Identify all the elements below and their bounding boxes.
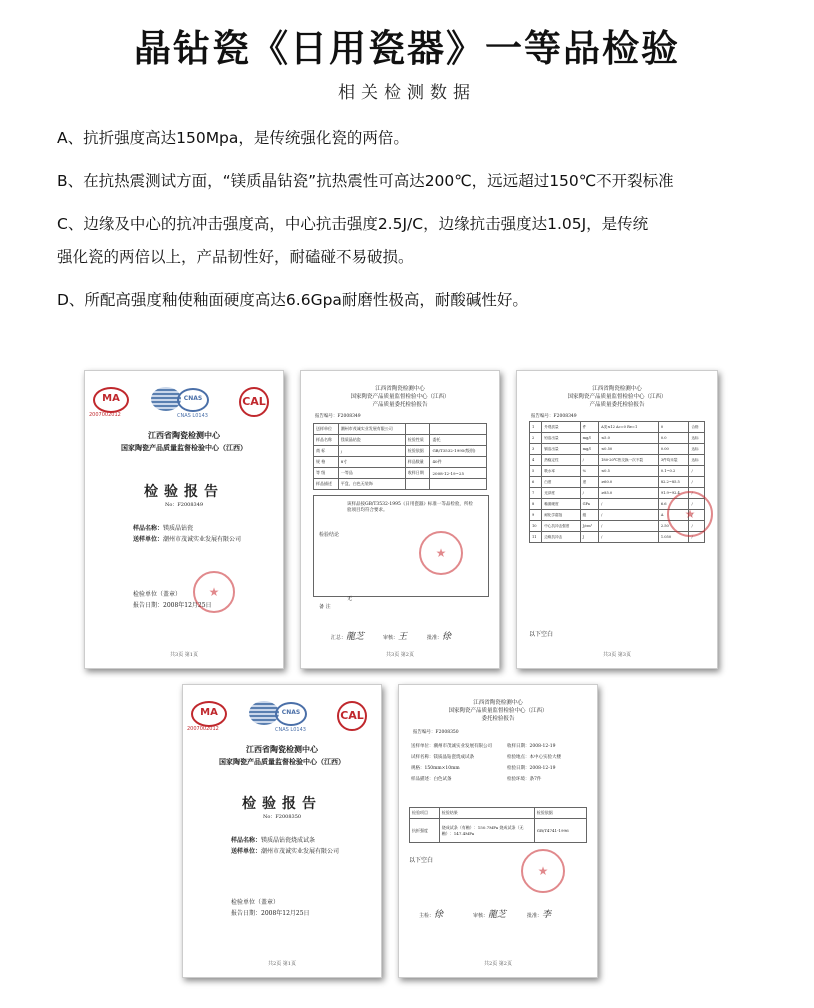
claim-a: A、抗折强度高达150Mpa，是传统强化瓷的两倍。: [57, 129, 409, 147]
table-cell: /: [580, 455, 599, 466]
table-cell: /: [599, 521, 659, 532]
note-label: 备 注: [319, 604, 331, 610]
table-cell: GB/T3532-1995(级别): [430, 446, 487, 457]
table-cell: ≥85.0: [599, 488, 659, 499]
signature-3: 批准：李: [527, 910, 552, 920]
info-line: 样品描述：白色试条: [411, 777, 452, 782]
table-cell: 180-20℃热交换一次不裂: [599, 455, 659, 466]
cma-logo: MA: [191, 701, 227, 727]
signer-label-2: 审核：: [473, 913, 489, 919]
cnas-number: CNAS L0143: [177, 413, 208, 419]
table-cell: 10: [530, 521, 542, 532]
table-cell: /: [689, 477, 705, 488]
report-number: No：F2008349: [164, 502, 204, 508]
table-row: [314, 435, 487, 446]
cnas-logo: CNAS: [275, 702, 307, 726]
page-title: 晶钻瓷《日用瓷器》一等品检验: [134, 27, 680, 70]
official-stamp: [667, 491, 713, 537]
signer-label-1: 主检：: [419, 913, 435, 919]
signature-2: 审核：龍芝: [473, 910, 507, 920]
table-cell: 铅溶出量: [542, 433, 580, 444]
table-cell: [405, 479, 430, 490]
table-cell: A: [658, 510, 689, 521]
table-cell: 外观质量: [542, 422, 580, 433]
sample-label: 样品名称：: [231, 837, 262, 844]
table-cell: 中心抗冲击强度: [542, 521, 580, 532]
table-cell: 达标: [689, 444, 705, 455]
col-standard: 检验依据: [534, 808, 586, 819]
table-cell: [405, 424, 430, 435]
conclusion-text: 该样品按GB/T3532-1995《日用瓷器》标准一等品检验，所检验项目均符合要求。: [347, 502, 473, 513]
table-cell: 送样单位: [314, 424, 339, 435]
table-cell: /: [689, 532, 705, 543]
table-cell: 光泽度: [542, 488, 580, 499]
table-row: [530, 455, 705, 466]
table-cell: 吸水率: [542, 466, 580, 477]
org-name: 江西省陶瓷检测中心: [148, 430, 220, 440]
table-cell: J/cm²: [580, 521, 599, 532]
table-row: [530, 433, 705, 444]
table-cell: 6: [530, 477, 542, 488]
table-cell: 达标: [689, 433, 705, 444]
cma-logo: MA: [93, 387, 129, 413]
table-cell: A类≤12 Ac=0 Re=1: [599, 422, 659, 433]
table-cell: 0.1~0.2: [658, 466, 689, 477]
table-cell: 6.6: [658, 499, 689, 510]
signature-1: 主检：徐: [419, 910, 444, 920]
info-line: 收样日期：2008-12-19: [507, 744, 556, 749]
col-item: 检验项目: [410, 808, 440, 819]
date-label: 报告日期：: [231, 910, 262, 917]
table-cell: 1: [530, 422, 542, 433]
header-line-3: 产品质量委托检验报告: [589, 402, 645, 408]
claim-c-cont: 强化瓷的两倍以上，产品韧性好，耐磕碰不易破损。: [57, 248, 414, 266]
table-cell: 9: [530, 510, 542, 521]
cal-logo: CAL: [337, 701, 367, 731]
table-cell: 1.050: [658, 532, 689, 543]
signer-label-2: 审核：: [383, 635, 399, 641]
table-cell: 委托: [430, 435, 487, 446]
report-header: [399, 699, 597, 723]
signature-3: 批准：徐: [427, 632, 452, 642]
table-cell: 3件均未裂: [658, 455, 689, 466]
table-cell: 规 格: [314, 457, 339, 468]
table-cell: /: [689, 510, 705, 521]
table-cell: /: [580, 488, 599, 499]
info-line: 检验环境：条7件: [507, 777, 542, 782]
sample-label: 样品名称：: [133, 525, 164, 532]
date-line: [231, 908, 310, 917]
claims-list: [57, 122, 797, 317]
table-cell: /: [599, 532, 659, 543]
table-cell: 0.00: [658, 444, 689, 455]
table-cell: 8寸: [338, 457, 405, 468]
cert-logos: [183, 701, 381, 737]
table-cell: 7: [530, 488, 542, 499]
table-cell: mg/l: [580, 444, 599, 455]
table-cell: 2.50: [658, 521, 689, 532]
table-cell: 一等品: [338, 468, 405, 479]
table-cell: 平盘，白色无装饰: [338, 479, 405, 490]
table-cell: 边缘抗冲击: [542, 532, 580, 543]
page-number: 共2页 第2页: [484, 961, 512, 967]
org-name-2: 国家陶瓷产品质量监督检验中心（江西）: [219, 757, 345, 766]
date-value: 2008年12月25日: [163, 602, 212, 609]
table-row: [530, 444, 705, 455]
table-cell: 40件: [430, 457, 487, 468]
table-cell: ≤5.0: [599, 433, 659, 444]
cma-number: 2007002012: [89, 412, 121, 418]
claim-c: C、边缘及中心的抗冲击强度高，中心抗击强度2.5J/C，边缘抗击强度达1.05J，是传统: [57, 215, 649, 233]
signature-1: 汇总：龍芝: [331, 632, 365, 642]
table-cell: 件: [580, 422, 599, 433]
report-header: [301, 385, 499, 409]
table-cell: 热稳定性: [542, 455, 580, 466]
table-cell: 样品描述: [314, 479, 339, 490]
report-page-2: [300, 370, 500, 669]
table-cell: mg/l: [580, 433, 599, 444]
sample-line: [133, 523, 193, 532]
table-cell: 检验性质: [405, 435, 430, 446]
client-line: [133, 534, 241, 543]
blank-note: 以下空白: [409, 857, 434, 864]
header-line-2: 国家陶瓷产品质量监督检验中心（江西）: [567, 394, 667, 400]
table-cell: 2: [530, 433, 542, 444]
official-stamp: [193, 571, 235, 613]
table-cell: 镁质晶钻瓷: [338, 435, 405, 446]
report-number: 报告编号：F2008350: [413, 730, 459, 735]
table-cell: ≤0.50: [599, 444, 659, 455]
cnas-logo: CNAS: [177, 388, 209, 412]
table-cell: 91.9~92.4: [658, 488, 689, 499]
cma-number: 2007002012: [187, 726, 219, 732]
table-cell: 耐化学腐蚀: [542, 510, 580, 521]
table-cell: 2008-12-19~25: [430, 468, 487, 479]
table-cell: /: [689, 488, 705, 499]
report-number: 报告编号：F2008349: [531, 414, 577, 419]
strength-table: [409, 807, 587, 843]
table-row: [314, 446, 487, 457]
signer-label-3: 批准：: [427, 635, 443, 641]
sample-value: 镁质晶钻瓷: [163, 525, 194, 532]
unit-line: 检验单位（盖章）: [231, 899, 280, 906]
table-cell: 3: [530, 444, 542, 455]
table-cell: [430, 424, 487, 435]
table-cell: 11: [530, 532, 542, 543]
client-value: 潮州市茂诚实业发展有限公司: [163, 536, 242, 543]
page-number: 共2页 第1页: [268, 961, 296, 967]
table-cell: 潮州市茂诚实业发展有限公司: [338, 424, 405, 435]
table-cell: /: [689, 499, 705, 510]
official-stamp: [521, 849, 565, 893]
table-cell: /: [689, 466, 705, 477]
signer-label-3: 批准：: [527, 913, 543, 919]
client-line: [231, 846, 339, 855]
table-cell: /: [689, 521, 705, 532]
conclusion-label: 检验结论: [319, 532, 340, 538]
header-line-2: 国家陶瓷产品质量监督检验中心（江西）: [350, 394, 450, 400]
signer-label-1: 汇总：: [331, 635, 347, 641]
table-cell: 级: [580, 510, 599, 521]
client-label: 送样单位：: [231, 848, 262, 855]
report-cover-2: [182, 684, 382, 978]
header-line-3: 产品质量委托检验报告: [372, 402, 428, 408]
table-row: [314, 424, 487, 435]
claim-b: B、在抗热震测试方面，“镁质晶钻瓷”抗热震性可高达200℃，远远超过150℃不开裂标准: [57, 172, 674, 190]
info-line: 试样名称：镁质晶钻瓷烧成试条: [411, 755, 474, 760]
cert-logos: [85, 387, 283, 423]
table-cell: 等 级: [314, 468, 339, 479]
org-name: 江西省陶瓷检测中心: [246, 744, 318, 754]
cnas-number: CNAS L0143: [275, 727, 306, 733]
table-cell: 商 标: [314, 446, 339, 457]
table-cell: 白度: [542, 477, 580, 488]
table-cell: 样品数量: [405, 457, 430, 468]
cell-standard: GB/T4741-1996: [534, 819, 586, 843]
header-line-1: 江西省陶瓷检测中心: [375, 386, 425, 392]
table-cell: /: [599, 510, 659, 521]
unit-line: 检验单位（盖章）: [133, 591, 182, 598]
table-cell: /: [338, 446, 405, 457]
table-cell: [430, 479, 487, 490]
table-cell: ≥60.0: [599, 477, 659, 488]
info-line: 检验日期：2008-12-19: [507, 766, 556, 771]
table-cell: 4: [530, 455, 542, 466]
report-number: No：F2008350: [262, 814, 302, 820]
table-cell: 釉面硬度: [542, 499, 580, 510]
table-row: [530, 422, 705, 433]
date-value: 2008年12月25日: [261, 910, 310, 917]
cell-item: 抗折强度: [410, 819, 440, 843]
table-cell: 0.0: [658, 433, 689, 444]
table-cell: 82.2~85.5: [658, 477, 689, 488]
report-title: 检验报告: [144, 484, 224, 500]
info-line: 检验地点：本中心实验大楼: [507, 755, 561, 760]
table-cell: %: [580, 466, 599, 477]
report-title: 检验报告: [242, 796, 322, 812]
header-line-2: 国家陶瓷产品质量监督检验中心（江西）: [448, 708, 548, 714]
signature-2: 审核：王: [383, 632, 408, 642]
cal-logo: CAL: [239, 387, 269, 417]
table-row: [314, 468, 487, 479]
table-cell: 5: [530, 466, 542, 477]
table-cell: ≤0.5: [599, 466, 659, 477]
table-cell: 镉溶出量: [542, 444, 580, 455]
header-line-3: 委托检验报告: [481, 716, 515, 722]
info-table: [313, 423, 487, 490]
info-line: 规格：150mm×10mm: [411, 766, 460, 771]
client-value: 潮州市茂诚实业发展有限公司: [261, 848, 340, 855]
table-cell: 8: [530, 499, 542, 510]
report-number: 报告编号：F2008349: [315, 414, 361, 419]
header-line-1: 江西省陶瓷检测中心: [473, 700, 523, 706]
table-cell: /: [599, 499, 659, 510]
official-stamp: [419, 531, 463, 575]
table-cell: 达标: [689, 455, 705, 466]
table-row: [530, 466, 705, 477]
org-name-2: 国家陶瓷产品质量监督检验中心（江西）: [121, 443, 247, 452]
sample-value: 镁质晶钻瓷烧成试条: [261, 837, 316, 844]
table-cell: GPa: [580, 499, 599, 510]
claim-d: D、所配高强度釉使釉面硬度高达6.6Gpa耐磨性极高，耐酸碱性好。: [57, 291, 528, 309]
table-row: [314, 457, 487, 468]
table-cell: 0: [658, 422, 689, 433]
table-cell: 收样日期: [405, 468, 430, 479]
table-cell: 样品名称: [314, 435, 339, 446]
note-value: 无: [347, 596, 353, 602]
page-number: 共3页 第3页: [603, 652, 631, 658]
blank-note: 以下空白: [529, 631, 554, 638]
report-page-5: [398, 684, 598, 978]
cell-result: 烧成试条（有釉）：150.7MPa 烧成试条（无釉）：147.4MPa: [439, 819, 534, 843]
info-line: 送样单位：潮州市茂诚实业发展有限公司: [411, 744, 492, 749]
table-row: [530, 477, 705, 488]
report-page-3: [516, 370, 718, 669]
report-header: [517, 385, 717, 409]
client-label: 送样单位：: [133, 536, 164, 543]
table-cell: J: [580, 532, 599, 543]
table-row: [314, 479, 487, 490]
header-line-1: 江西省陶瓷检测中心: [592, 386, 642, 392]
sample-line: [231, 835, 315, 844]
table-cell: 合格: [689, 422, 705, 433]
report-cover-1: [84, 370, 284, 669]
page-subtitle: 相关检测数据: [338, 83, 476, 103]
date-label: 报告日期：: [133, 602, 164, 609]
col-result: 检验结果: [439, 808, 534, 819]
page-number: 共3页 第2页: [386, 652, 414, 658]
table-cell: 检验依据: [405, 446, 430, 457]
table-cell: 度: [580, 477, 599, 488]
page-number: 共3页 第1页: [170, 652, 198, 658]
